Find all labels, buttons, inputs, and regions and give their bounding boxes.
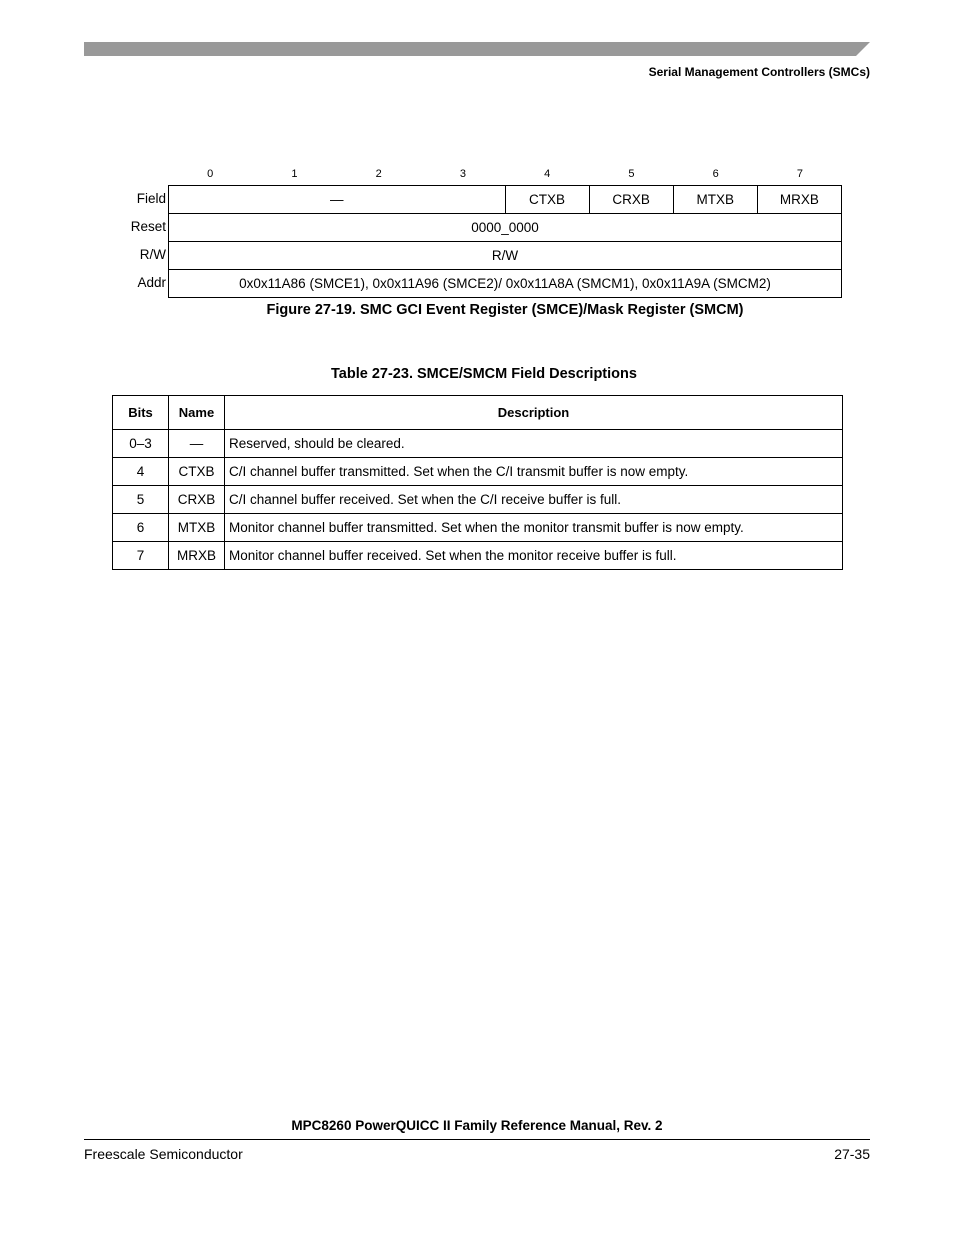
table-row — [113, 458, 843, 486]
cell-bits: 0–3 — [113, 430, 169, 458]
register-diagram — [168, 185, 842, 298]
cell-description: C/I channel buffer transmitted. Set when the C/I transmit buffer is now empty. — [225, 458, 843, 486]
cell-name: CRXB — [169, 486, 225, 514]
label-rw: R/W — [139, 247, 166, 262]
field-description-table — [112, 395, 843, 570]
bit-number-1: 1 — [291, 168, 298, 180]
register-reset-row — [169, 214, 842, 242]
bit-number-row — [168, 168, 842, 182]
register-field-row — [169, 186, 842, 214]
header-description: Description — [225, 396, 843, 430]
field-ctxb: CTXB — [505, 186, 589, 214]
register-row-labels — [100, 186, 166, 298]
bit-number-2: 2 — [375, 168, 382, 180]
table-row — [113, 542, 843, 570]
footer-manual-title: MPC8260 PowerQUICC II Family Reference Manual, Rev. 2 — [291, 1118, 663, 1133]
bit-number-5: 5 — [628, 168, 635, 180]
cell-bits: 6 — [113, 514, 169, 542]
label-field: Field — [136, 191, 166, 206]
addr-value: 0x0x11A86 (SMCE1), 0x0x11A96 (SMCE2)/ 0x0x11A8A (SMCM1), 0x0x11A9A (SMCM2) — [169, 270, 842, 298]
table-header-row — [113, 396, 843, 430]
table-row — [113, 486, 843, 514]
cell-description: Reserved, should be cleared. — [225, 430, 843, 458]
footer-page-number: 27-35 — [834, 1146, 870, 1162]
field-mrxb: MRXB — [757, 186, 841, 214]
table-row — [113, 514, 843, 542]
header-bits: Bits — [113, 396, 169, 430]
bit-number-3: 3 — [459, 168, 466, 180]
cell-description: C/I channel buffer received. Set when the C/I receive buffer is full. — [225, 486, 843, 514]
bit-number-0: 0 — [207, 168, 214, 180]
cell-description: Monitor channel buffer transmitted. Set when the monitor transmit buffer is now empty. — [225, 514, 843, 542]
cell-bits: 5 — [113, 486, 169, 514]
rw-value: R/W — [169, 242, 842, 270]
register-rw-row — [169, 242, 842, 270]
header-name: Name — [169, 396, 225, 430]
field-crxb: CRXB — [589, 186, 673, 214]
cell-bits: 7 — [113, 542, 169, 570]
field-mtxb: MTXB — [673, 186, 757, 214]
bit-number-4: 4 — [544, 168, 551, 180]
footer-divider — [84, 1139, 870, 1140]
label-reset: Reset — [130, 219, 166, 234]
cell-description: Monitor channel buffer received. Set when the monitor receive buffer is full. — [225, 542, 843, 570]
field-reserved: — — [169, 186, 506, 214]
footer-company: Freescale Semiconductor — [84, 1146, 243, 1162]
register-addr-row — [169, 270, 842, 298]
figure-caption: Figure 27-19. SMC GCI Event Register (SMCE)/Mask Register (SMCM) — [266, 302, 744, 318]
cell-name: CTXB — [169, 458, 225, 486]
table-row — [113, 430, 843, 458]
label-addr: Addr — [137, 275, 166, 290]
reset-value: 0000_0000 — [169, 214, 842, 242]
cell-bits: 4 — [113, 458, 169, 486]
table-caption: Table 27-23. SMCE/SMCM Field Descriptions — [331, 366, 637, 382]
cell-name: MRXB — [169, 542, 225, 570]
cell-name: MTXB — [169, 514, 225, 542]
header-bar — [84, 42, 870, 56]
section-title: Serial Management Controllers (SMCs) — [648, 65, 870, 79]
bit-number-6: 6 — [712, 168, 719, 180]
bit-number-7: 7 — [796, 168, 803, 180]
cell-name: — — [169, 430, 225, 458]
